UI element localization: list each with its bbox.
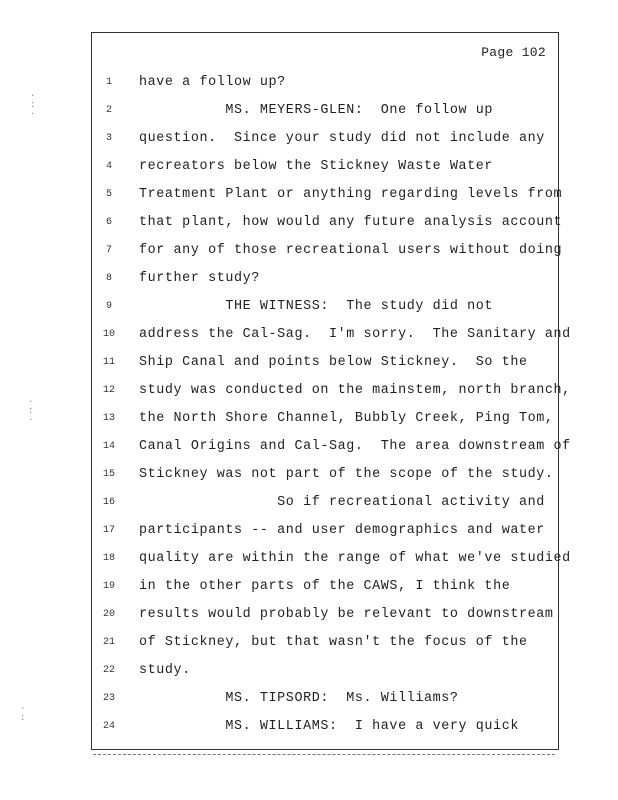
line-number: 7: [105, 245, 112, 256]
line-number: 10: [102, 329, 115, 340]
transcript-line: [92, 629, 558, 657]
line-number: 11: [102, 357, 115, 368]
line-number: 5: [105, 189, 112, 200]
transcript-line: [92, 489, 558, 517]
transcript-line: [92, 517, 558, 545]
line-text: THE WITNESS: The study did not: [139, 299, 494, 314]
transcript-line: [92, 181, 563, 209]
transcript-line: [92, 125, 558, 153]
line-text: recreators below the Stickney Waste Water: [139, 159, 494, 174]
line-number: 19: [102, 581, 115, 592]
line-number: 17: [102, 525, 115, 536]
line-number: 6: [105, 217, 112, 228]
transcript-line: [92, 97, 558, 125]
line-number: 12: [102, 385, 115, 396]
line-number: 1: [105, 77, 112, 88]
transcript-line: [92, 657, 558, 685]
line-text: the North Shore Channel, Bubbly Creek, Ping Tom,: [139, 411, 554, 426]
line-number: 14: [102, 441, 115, 452]
transcript-page: [91, 32, 571, 750]
line-number: 23: [102, 693, 115, 704]
line-number: 9: [105, 301, 112, 312]
line-text: participants -- and user demographics and water: [139, 523, 545, 538]
line-number: 24: [102, 721, 115, 732]
transcript-line: [92, 601, 558, 629]
line-text: Canal Origins and Cal-Sag. The area downstream of: [139, 439, 571, 454]
line-number: 8: [105, 273, 112, 284]
line-text: Treatment Plant or anything regarding levels from: [139, 187, 563, 202]
transcript-line: [92, 265, 558, 293]
line-number: 15: [102, 469, 115, 480]
line-text: results would probably be relevant to downstream: [139, 607, 554, 622]
transcript-line: [92, 433, 571, 461]
page-number: Page 102: [481, 45, 546, 60]
margin-mark: · : ·: [28, 397, 34, 425]
line-number: 21: [102, 637, 115, 648]
transcript-line: [92, 237, 563, 265]
margin-mark: · : ·: [30, 91, 36, 119]
transcript-line: [92, 349, 558, 377]
transcript-line: [92, 405, 558, 433]
line-number: 2: [105, 105, 112, 116]
margin-mark: · :: [20, 704, 26, 723]
line-text: MS. WILLIAMS: I have a very quick: [139, 719, 519, 734]
line-text: So if recreational activity and: [139, 495, 545, 510]
line-text: address the Cal-Sag. I'm sorry. The Sanitary and: [139, 327, 571, 342]
line-text: for any of those recreational users without doing: [139, 243, 563, 258]
transcript-line: [92, 685, 558, 713]
line-text: that plant, how would any future analysis account: [139, 215, 563, 230]
transcript-line: [92, 69, 558, 97]
line-text: have a follow up?: [139, 75, 286, 90]
transcript-line: [92, 293, 558, 321]
transcript-line: [92, 573, 558, 601]
line-text: study.: [139, 663, 191, 678]
line-text: in the other parts of the CAWS, I think the: [139, 579, 511, 594]
line-text: quality are within the range of what we've studied: [139, 551, 571, 566]
line-number: 16: [102, 497, 115, 508]
transcript-line: [92, 377, 571, 405]
transcript-line: [92, 209, 563, 237]
line-number: 13: [102, 413, 115, 424]
transcript-line: [92, 321, 571, 349]
line-number: 4: [105, 161, 112, 172]
bottom-rule: [93, 754, 555, 755]
line-text: Stickney was not part of the scope of the study.: [139, 467, 554, 482]
line-text: study was conducted on the mainstem, north branch,: [139, 383, 571, 398]
transcript-line: [92, 713, 558, 741]
line-number: 3: [105, 133, 112, 144]
transcript-lines: [92, 69, 571, 741]
line-number: 22: [102, 665, 115, 676]
line-text: question. Since your study did not include any: [139, 131, 545, 146]
line-number: 18: [102, 553, 115, 564]
line-text: further study?: [139, 271, 260, 286]
transcript-line: [92, 545, 571, 573]
line-text: MS. MEYERS-GLEN: One follow up: [139, 103, 494, 118]
line-number: 20: [102, 609, 115, 620]
line-text: MS. TIPSORD: Ms. Williams?: [139, 691, 459, 706]
line-text: Ship Canal and points below Stickney. So the: [139, 355, 528, 370]
transcript-line: [92, 153, 558, 181]
transcript-line: [92, 461, 558, 489]
line-text: of Stickney, but that wasn't the focus of the: [139, 635, 528, 650]
